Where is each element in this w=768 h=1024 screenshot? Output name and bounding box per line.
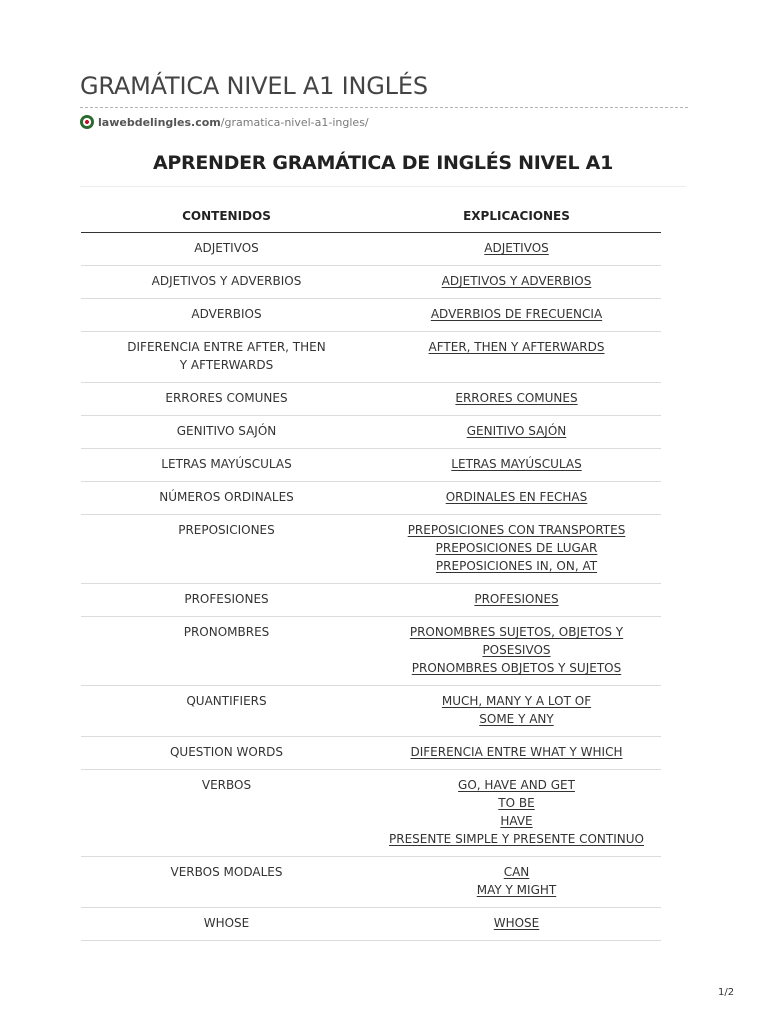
topic-cell	[81, 416, 372, 449]
table-row	[81, 383, 661, 416]
explanation-link-item	[374, 812, 659, 830]
explanation-link[interactable]: PROFESIONES	[474, 592, 559, 606]
explanation-link[interactable]: MAY Y MIGHT	[476, 883, 557, 897]
explanation-link[interactable]: TO BE	[498, 796, 535, 810]
table-row	[81, 299, 661, 332]
explanation-link[interactable]: GENITIVO SAJÓN	[466, 424, 567, 438]
table-row	[81, 416, 661, 449]
explanation-cell	[372, 266, 661, 299]
topic-cell	[81, 383, 372, 416]
explanation-link-item	[374, 521, 659, 539]
topic-label: LETRAS MAYÚSCULAS	[161, 457, 292, 471]
explanation-link[interactable]: LETRAS MAYÚSCULAS	[451, 457, 582, 471]
explanation-cell	[372, 482, 661, 515]
table-row	[81, 617, 661, 686]
explanation-link[interactable]: ADJETIVOS	[484, 241, 549, 255]
table-row	[81, 266, 661, 299]
table-row	[81, 449, 661, 482]
topic-label: VERBOS	[201, 778, 252, 792]
explanation-link[interactable]: SOME Y ANY	[479, 712, 554, 726]
topic-label: ERRORES COMUNES	[165, 391, 288, 405]
topic-label: PREPOSICIONES	[178, 523, 275, 537]
topic-label: ADJETIVOS Y ADVERBIOS	[151, 274, 302, 288]
table-row	[81, 908, 661, 941]
explanation-link[interactable]: GO, HAVE AND GET	[458, 778, 575, 792]
topic-cell	[81, 482, 372, 515]
explanation-link[interactable]: PRESENTE SIMPLE Y PRESENTE CONTINUO	[389, 832, 644, 846]
table-row	[81, 770, 661, 857]
table-row	[81, 584, 661, 617]
explanation-link-item	[374, 743, 659, 761]
explanation-cell	[372, 233, 661, 266]
source-path[interactable]: /gramatica-nivel-a1-ingles/	[220, 115, 369, 129]
topic-cell	[81, 908, 372, 941]
section-heading: APRENDER GRAMÁTICA DE INGLÉS NIVEL A1	[152, 152, 613, 174]
topic-label: DIFERENCIA ENTRE AFTER, THEN Y AFTERWARDS	[127, 340, 326, 372]
explanation-cell	[372, 908, 661, 941]
topic-label: WHOSE	[203, 916, 250, 930]
explanation-link[interactable]: AFTER, THEN Y AFTERWARDS	[428, 340, 605, 354]
explanation-link-item	[374, 776, 659, 794]
explanation-link-item	[374, 272, 659, 290]
explanation-link[interactable]: WHOSE	[493, 916, 540, 930]
topic-label: GENITIVO SAJÓN	[176, 424, 277, 438]
explanation-link-item	[374, 881, 659, 899]
topic-cell	[81, 449, 372, 482]
explanation-link[interactable]: ORDINALES EN FECHAS	[445, 490, 588, 504]
topic-label: QUANTIFIERS	[186, 694, 267, 708]
explanation-link-item	[374, 239, 659, 257]
explanation-cell	[372, 857, 661, 908]
explanation-link[interactable]: PRONOMBRES SUJETOS, OBJETOS Y POSESIVOS	[409, 625, 624, 657]
column-header-contenidos: CONTENIDOS	[81, 199, 372, 233]
grammar-table	[81, 199, 661, 941]
explanation-link-item	[374, 488, 659, 506]
topic-cell	[81, 737, 372, 770]
explanation-link[interactable]: ADJETIVOS Y ADVERBIOS	[441, 274, 592, 288]
explanation-link-item	[374, 830, 659, 848]
title-divider	[80, 107, 688, 108]
explanation-link-item	[374, 590, 659, 608]
page-title: GRAMÁTICA NIVEL A1 INGLÉS	[80, 72, 428, 100]
topic-label: QUESTION WORDS	[169, 745, 284, 759]
topic-label: PRONOMBRES	[183, 625, 270, 639]
table-row	[81, 686, 661, 737]
explanation-link[interactable]: PREPOSICIONES DE LUGAR	[435, 541, 598, 555]
topic-cell	[81, 686, 372, 737]
explanation-link[interactable]: DIFERENCIA ENTRE WHAT Y WHICH	[410, 745, 623, 759]
topic-cell	[81, 332, 372, 383]
explanation-cell	[372, 449, 661, 482]
explanation-link[interactable]: PREPOSICIONES CON TRANSPORTES	[407, 523, 626, 537]
topic-cell	[81, 233, 372, 266]
explanation-link-item	[374, 389, 659, 407]
explanation-cell	[372, 416, 661, 449]
explanation-link[interactable]: MUCH, MANY Y A LOT OF	[441, 694, 592, 708]
globe-icon	[80, 115, 94, 129]
source-domain[interactable]: lawebdelingles.com	[98, 115, 221, 129]
topic-label: NÚMEROS ORDINALES	[159, 490, 294, 504]
explanation-link-item	[374, 455, 659, 473]
table-row	[81, 332, 661, 383]
heading-divider	[80, 186, 686, 187]
topic-label: ADJETIVOS	[194, 241, 259, 255]
explanation-link-item	[374, 422, 659, 440]
topic-cell	[81, 299, 372, 332]
topic-label: ADVERBIOS	[191, 307, 262, 321]
source-url[interactable]	[80, 114, 369, 130]
explanation-link-item	[374, 692, 659, 710]
topic-label: VERBOS MODALES	[170, 865, 283, 879]
page-number: 1/2	[718, 987, 735, 998]
topic-cell	[81, 770, 372, 857]
explanation-cell	[372, 515, 661, 584]
topic-cell	[81, 857, 372, 908]
table-row	[81, 857, 661, 908]
explanation-cell	[372, 383, 661, 416]
explanation-link-item	[374, 623, 659, 659]
explanation-link[interactable]: ADVERBIOS DE FRECUENCIA	[430, 307, 603, 321]
topic-label: PROFESIONES	[184, 592, 269, 606]
explanation-link[interactable]: ERRORES COMUNES	[455, 391, 578, 405]
explanation-cell	[372, 332, 661, 383]
explanation-cell	[372, 617, 661, 686]
explanation-cell	[372, 584, 661, 617]
explanation-link-item	[374, 557, 659, 575]
explanation-link-item	[374, 914, 659, 932]
column-header-explicaciones: EXPLICACIONES	[372, 199, 661, 233]
explanation-link-item	[374, 794, 659, 812]
explanation-link[interactable]: PRONOMBRES OBJETOS Y SUJETOS	[411, 661, 622, 675]
explanation-link-item	[374, 710, 659, 728]
table-row	[81, 515, 661, 584]
explanation-link-item	[374, 863, 659, 881]
explanation-link-item	[374, 659, 659, 677]
explanation-cell	[372, 686, 661, 737]
table-body	[81, 233, 661, 941]
explanation-cell	[372, 737, 661, 770]
table-row	[81, 737, 661, 770]
explanation-link[interactable]: CAN	[503, 865, 530, 879]
explanation-link[interactable]: PREPOSICIONES IN, ON, AT	[435, 559, 598, 573]
topic-cell	[81, 617, 372, 686]
explanation-link[interactable]: HAVE	[500, 814, 533, 828]
table-header-row	[81, 199, 661, 233]
table-row	[81, 233, 661, 266]
table-row	[81, 482, 661, 515]
topic-cell	[81, 584, 372, 617]
topic-cell	[81, 515, 372, 584]
explanation-cell	[372, 770, 661, 857]
explanation-link-item	[374, 539, 659, 557]
topic-cell	[81, 266, 372, 299]
explanation-link-item	[374, 338, 659, 356]
explanation-cell	[372, 299, 661, 332]
explanation-link-item	[374, 305, 659, 323]
